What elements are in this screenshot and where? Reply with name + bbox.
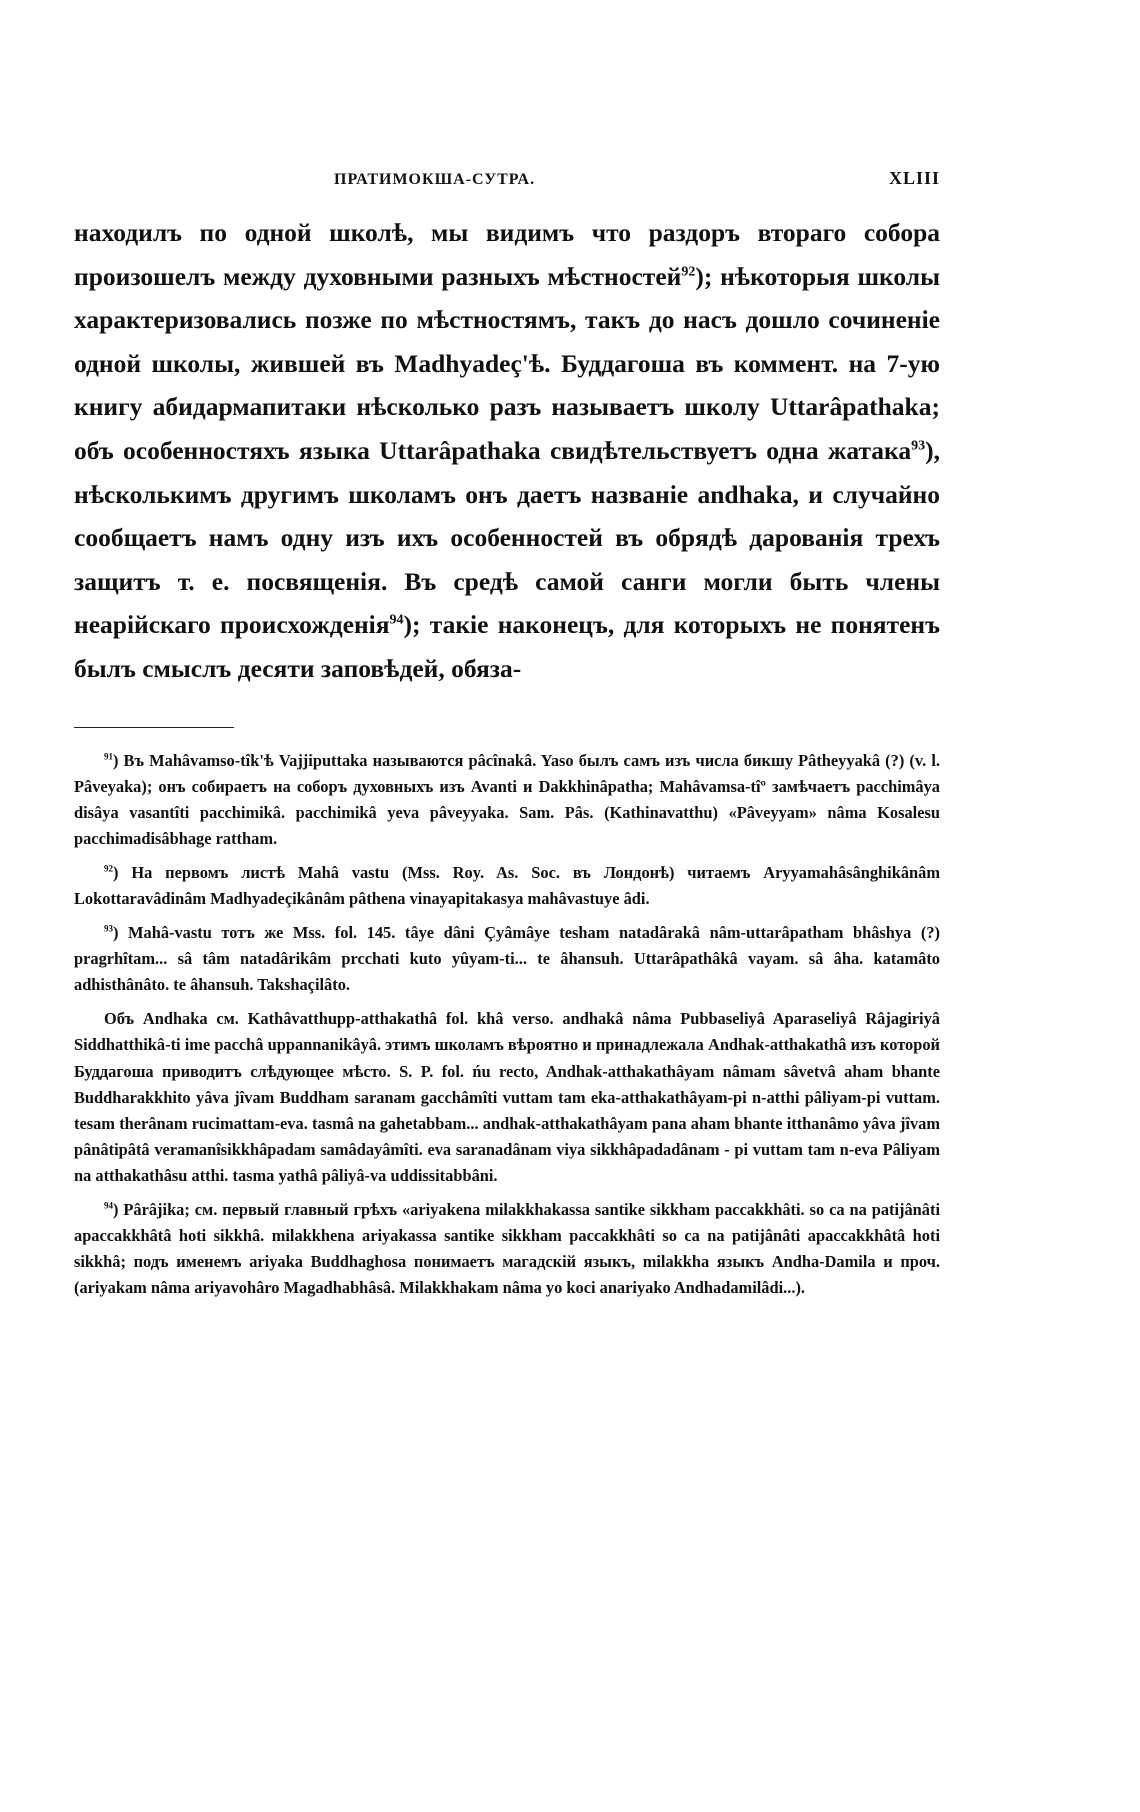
footnote-text: ) Mahâ-vastu тотъ же Mss. fol. 145. tâye dâni Çyâmâye tesham natadârakâ nâm-uttarâpatham bhâshya (?) pragrhîtam... sâ tâm natadârikâm prcchati kuto yûyam-ti... te âhansuh. Uttarâpathâkâ vayam. sâ âha. katamâto adhisthânâto. te âhansuh. Takshaçilâto. bbox=[74, 923, 940, 995]
footnote-text: Объ Andhaka см. Kathâvatthupp-atthakathâ fol. khâ verso. andhakâ nâma Pubbaseliyâ Aparaseliyâ Râjagiriyâ Siddhatthikâ-ti ime pacchâ uppannanikâyâ. этимъ школамъ вѣроятно и принадлежала Andhak-atthakathâ изъ которой Буддагоша приводитъ слѣдующее мѣсто. S. P. fol. ńu recto, Andhak-atthakathâyam nâmam sâvetvâ aham bhante Buddharakkhito yâva jîvam Buddham saranam gacchâmîti vuttam tam eka-atthakathâyam-pi n-atthi pâliyam-pi vuttam. tesam therânam rucimattam-eva. tasmâ na gahetabbam... andhak-atthakathâyam pana aham bhante itthanâmo yâva jîvam pânâtipâtâ veramanîsikkhâpadam samâdayâmîti. eva saranadânam viya sikkhâpadadânam - pi vuttam tam n-eva Pâliyam na atthakathâsu atthi. tasma yathâ pâliyâ-va uddissitabbâni. bbox=[74, 1009, 940, 1185]
footnote-number: 94 bbox=[104, 1200, 113, 1211]
footnote-text: ) Въ Mahâvamso-tîk'ѣ Vajjiputtaka называются pâcînakâ. Yaso былъ самъ изъ числа бикшу Pâtheyyakâ (?) (v. l. Pâveyaka); онъ собираетъ на соборъ духовныхъ изъ Avanti и Dakkhinâpatha; Mahâvamsa-tîº замѣчаетъ pacchimâya disâya vasantîti pacchimikâ. pacchimikâ yeva pâveyyaka. Sam. Pâs. (Kathinavatthu) «Pâveyyam» nâma Kosalesu pacchimadisâbhage rattham. bbox=[74, 750, 940, 848]
footnote-93 bbox=[74, 920, 940, 998]
footnote-text: ) Pârâjika; см. первый главный грѣхъ «ariyakena milakkhakassa santike sikkham paccakkhâti. so ca na patijânâti apaccakkhâtâ hoti sikkhâ. milakkhena ariyakassa santike sikkham paccakkhâti so ca na patijânâti apaccakkhâtâ hoti sikkhâ; подъ именемъ ariyaka Buddhaghosa понимаетъ магадскій языкъ, milakkha языкъ Andha-Damila и проч. (ariyakam nâma ariyavohâro Magadhabhâsâ. Milakkhakam nâma yo koci anariyako Andhadamilâdi...). bbox=[74, 1200, 940, 1298]
footnote-ref: 92 bbox=[681, 264, 696, 280]
footnote-divider bbox=[74, 727, 234, 728]
footnote-number: 93 bbox=[104, 923, 113, 934]
main-paragraph bbox=[74, 211, 940, 691]
footnote-92 bbox=[74, 860, 940, 912]
footnote-93-continued bbox=[74, 1006, 940, 1189]
footnote-text: ) На первомъ листѣ Mahâ vastu (Mss. Roy. As. Soc. въ Лондонѣ) читаемъ Aryyamahâsânghikânâm Lokottaravâdinâm Madhyadeçikânâm pâthena vinayapitakasya mahâvastuye âdi. bbox=[74, 862, 940, 908]
footnote-number: 91 bbox=[104, 751, 113, 762]
footnote-ref: 94 bbox=[389, 612, 404, 628]
footnote-91 bbox=[74, 748, 940, 852]
footnote-94 bbox=[74, 1197, 940, 1301]
running-header bbox=[74, 168, 940, 189]
footnote-number: 92 bbox=[104, 863, 113, 874]
main-text-segment: находилъ по одной школѣ, мы видимъ что раздоръ втораго собора произошелъ между духовными разныхъ мѣстностей bbox=[74, 218, 940, 291]
main-text-segment: ); такіе наконецъ, для которыхъ не понятенъ былъ смыслъ десяти заповѣдей, обяза- bbox=[74, 610, 940, 683]
footnote-ref: 93 bbox=[911, 438, 926, 454]
main-text-segment: ), нѣсколькимъ другимъ школамъ онъ даетъ названіе andhaka, и случайно сообщаетъ намъ одну изъ ихъ особенностей въ обрядѣ дарованія трехъ защитъ т. е. посвященія. Въ средѣ самой санги могли быть члены неарійскаго происхожденія bbox=[74, 435, 940, 640]
page-number: XLIII bbox=[888, 168, 940, 188]
running-title: ПРАТИМОКША-СУТРА. bbox=[334, 171, 536, 188]
main-text-segment: ); нѣкоторыя школы характеризовались позже по мѣстностямъ, такъ до насъ дошло сочиненіе одной школы, жившей въ Madhyadeç'ѣ. Буддагоша въ коммент. на 7-ую книгу абидармапитаки нѣсколько разъ называетъ школу Uttarâpathaka; объ особенностяхъ языка Uttarâpathaka свидѣтельствуетъ одна жатака bbox=[74, 261, 941, 465]
